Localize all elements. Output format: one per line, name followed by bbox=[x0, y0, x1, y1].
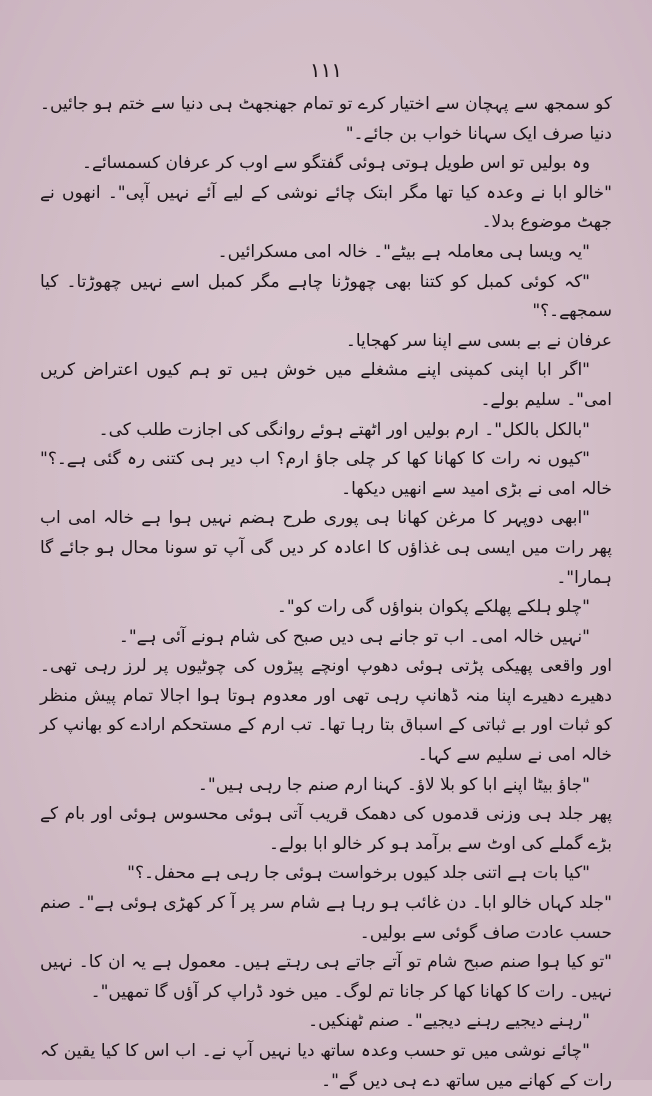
paragraph: "چائے نوشی میں تو حسب وعدہ ساتھ دیا نہیں آپ نے۔ اب اس کا کیا یقین کہ رات کے کھانے میں ساتھ دے ہی دیں گے"۔ bbox=[40, 1041, 612, 1091]
paragraph: "کہ کوئی کمبل کو کتنا بھی چھوڑنا چاہے مگر کمبل اسے نہیں چھوڑتا۔ کیا سمجھے۔؟" bbox=[40, 271, 612, 322]
paragraph: وہ بولیں تو اس طویل ہوتی ہوئی گفتگو سے اوب کر عرفان کسمسائے۔ bbox=[82, 153, 590, 174]
page-number: ۱۱۱ bbox=[309, 58, 343, 82]
paragraph: "خالو ابا نے وعدہ کیا تھا مگر ابتک چائے نوشی کے لیے آئے نہیں آپی"۔ انھوں نے جھٹ موضوع بدلا۔ bbox=[40, 182, 612, 233]
paragraph: "کیا بات ہے اتنی جلد کیوں برخواست ہوئی جا رہی ہے محفل۔؟" bbox=[127, 863, 590, 884]
paragraph: "تو کیا ہوا صنم صبح شام تو آتے جاتے ہی رہتے ہیں۔ معمول ہے یہ ان کا۔ نہیں نہیں۔ رات کا کھانا کھا کر جانا تم لوگ۔ میں خود ڈراپ کر آؤں گا تمھیں"۔ bbox=[40, 952, 612, 1002]
paragraph: "رہنے دیجیے رہنے دیجیے"۔ صنم ٹھنکیں۔ bbox=[308, 1011, 590, 1032]
paragraph: "نہیں خالہ امی۔ اب تو جانے ہی دیں صبح کی شام ہونے آئی ہے"۔ bbox=[118, 626, 590, 647]
paragraph: "جاؤ بیٹا اپنے ابا کو بلا لاؤ۔ کہنا ارم صنم جا رہی ہیں"۔ bbox=[197, 774, 590, 795]
paragraph: پھر جلد ہی وزنی قدموں کی دھمک قریب آتی ہوئی محسوس ہوئی اور بام کے بڑے گملے کی اوٹ سے برآمد ہو کر خالو ابا بولے۔ bbox=[40, 804, 612, 854]
paragraph: کو سمجھ سے پہچان سے اختیار کرے تو تمام جھنجھٹ ہی دنیا سے ختم ہو جائیں۔ دنیا صرف ایک سہانا خواب بن جائے۔" bbox=[40, 94, 612, 144]
paragraph: "کیوں نہ رات کا کھانا کھا کر چلی جاؤ ارم؟ اب دیر ہی کتنی رہ گئی ہے۔؟" خالہ امی نے بڑی امید سے انھیں دیکھا۔ bbox=[40, 449, 612, 499]
paragraph: عرفان نے بے بسی سے اپنا سر کھجایا۔ bbox=[345, 330, 612, 351]
paragraph: "ابھی دوپہر کا مرغن کھانا ہی پوری طرح ہضم نہیں ہوا ہے خالہ امی اب پھر رات میں ایسی ہی غذاؤں کا اعادہ کر دیں گی آپ تو سونا محال ہو جائے گا ہمارا"۔ bbox=[40, 508, 612, 588]
page-body bbox=[40, 90, 612, 1096]
paragraph: "جلد کہاں خالو ابا۔ دن غائب ہو رہا ہے شام سر پر آ کر کھڑی ہوئی ہے"۔ صنم حسب عادت صاف گوئی سے بولیں۔ bbox=[40, 893, 612, 943]
paragraph: اور واقعی پھیکی پڑتی ہوئی دھوپ اونچے پیڑوں کی چوٹیوں پر لرز رہی تھی۔ دھیرے دھیرے اپنا منہ ڈھانپ رہی تھی اور معدوم ہوتا ہوا اجالا تمام پیش منظر کو ثبات اور بے ثباتی کے اسباق بتا رہا تھا۔ تب ارم کے مستحکم ارادے کو بھانپ کر خالہ امی نے سلیم سے کہا۔ bbox=[40, 656, 612, 766]
paragraph: "یہ ویسا ہی معاملہ ہے بیٹے"۔ خالہ امی مسکرائیں۔ bbox=[217, 241, 590, 262]
paragraph: "بالکل بالکل"۔ ارم بولیں اور اٹھتے ہوئے روانگی کی اجازت طلب کی۔ bbox=[98, 419, 590, 440]
paragraph: "اگر ابا اپنی کمپنی اپنے مشغلے میں خوش ہیں تو ہم کیوں اعتراض کریں امی"۔ سلیم بولے۔ bbox=[40, 360, 612, 410]
paragraph: "چلو ہلکے پھلکے پکوان بنواؤں گی رات کو"۔ bbox=[276, 597, 590, 618]
